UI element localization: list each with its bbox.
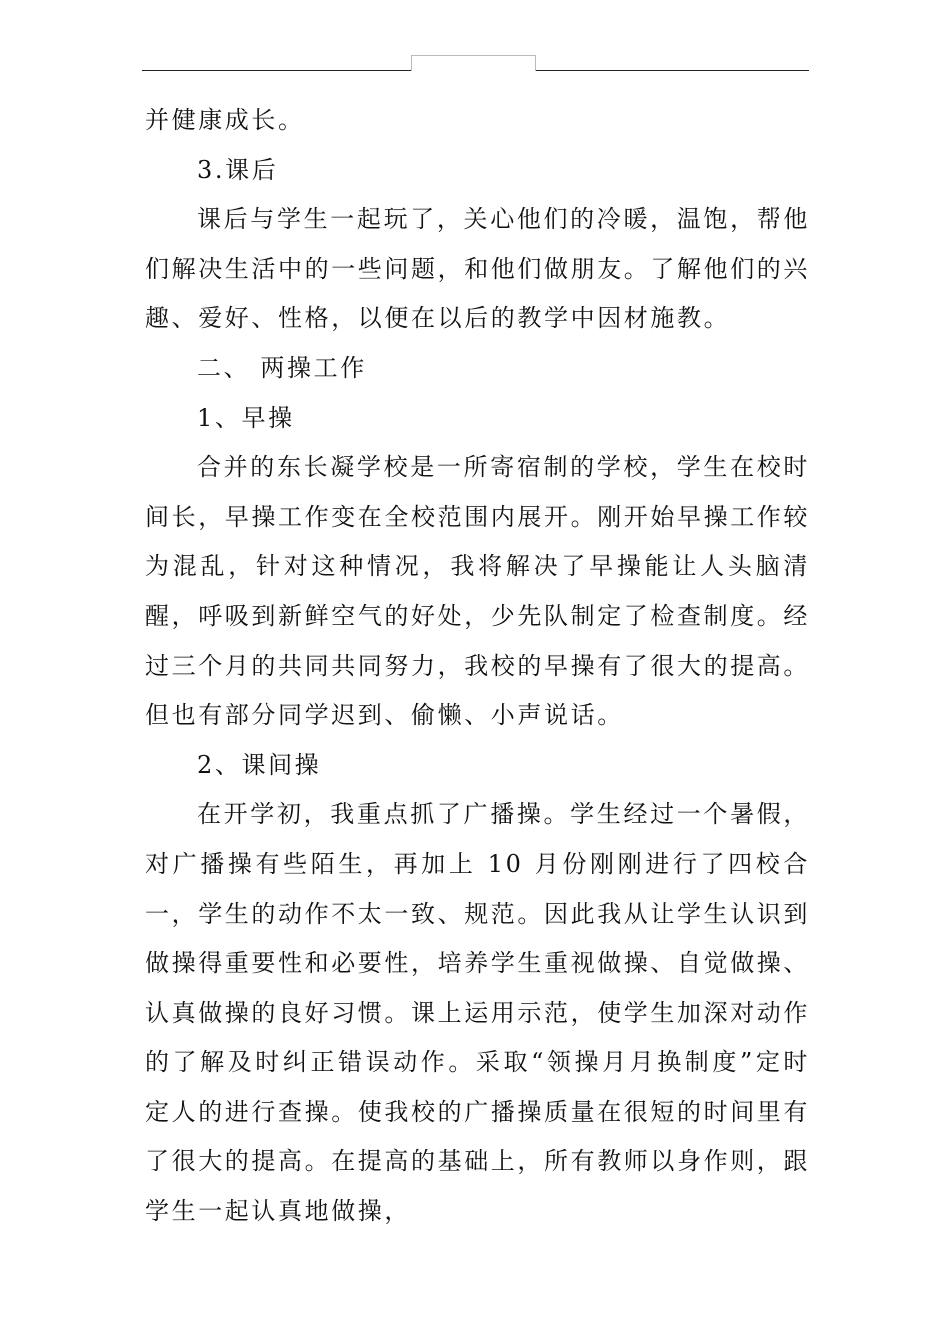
header-tab [411,55,536,71]
heading-after-class: 3.课后 [197,155,279,184]
heading-morning-exercise: 1、早操 [197,403,295,432]
document-body [145,96,810,1237]
paragraph-morning-exercise: 合并的东长凝学校是一所寄宿制的学校，学生在校时间长，早操工作变在全校范围内展开。刚开始早操工作较为混乱，针对这种情况，我将解决了早操能让人头脑清醒，呼吸到新鲜空气的好处，少先队制定了检查制度。经过三个月的共同共同努力，我校的早操有了很大的提高。但也有部分同学迟到、偷懒、小声说话。 [145,453,810,730]
paragraph-break-exercise: 在开学初，我重点抓了广播操。学生经过一个暑假，对广播操有些陌生，再加上 10 月份刚刚进行了四校合一，学生的动作不太一致、规范。因此我从让学生认识到做操得重要性和必要性，培养学生重视做操、自觉做操、认真做操的良好习惯。课上运用示范，使学生加深对动作的了解及时纠正错误动作。采取“领操月月换制度”定时定人的进行查操。使我校的广播操质量在很短的时间里有了很大的提高。在提高的基础上，所有教师以身作则，跟学生一起认真地做操， [145,800,810,1226]
heading-break-exercise: 2、课间操 [197,750,322,779]
heading-two-exercises: 二、 两操工作 [197,353,367,382]
paragraph-after-class: 课后与学生一起玩了，关心他们的冷暖，温饱，帮他们解决生活中的一些问题，和他们做朋友。了解他们的兴趣、爱好、性格，以便在以后的教学中因材施教。 [145,205,810,333]
paragraph-continuation: 并健康成长。 [145,106,305,134]
